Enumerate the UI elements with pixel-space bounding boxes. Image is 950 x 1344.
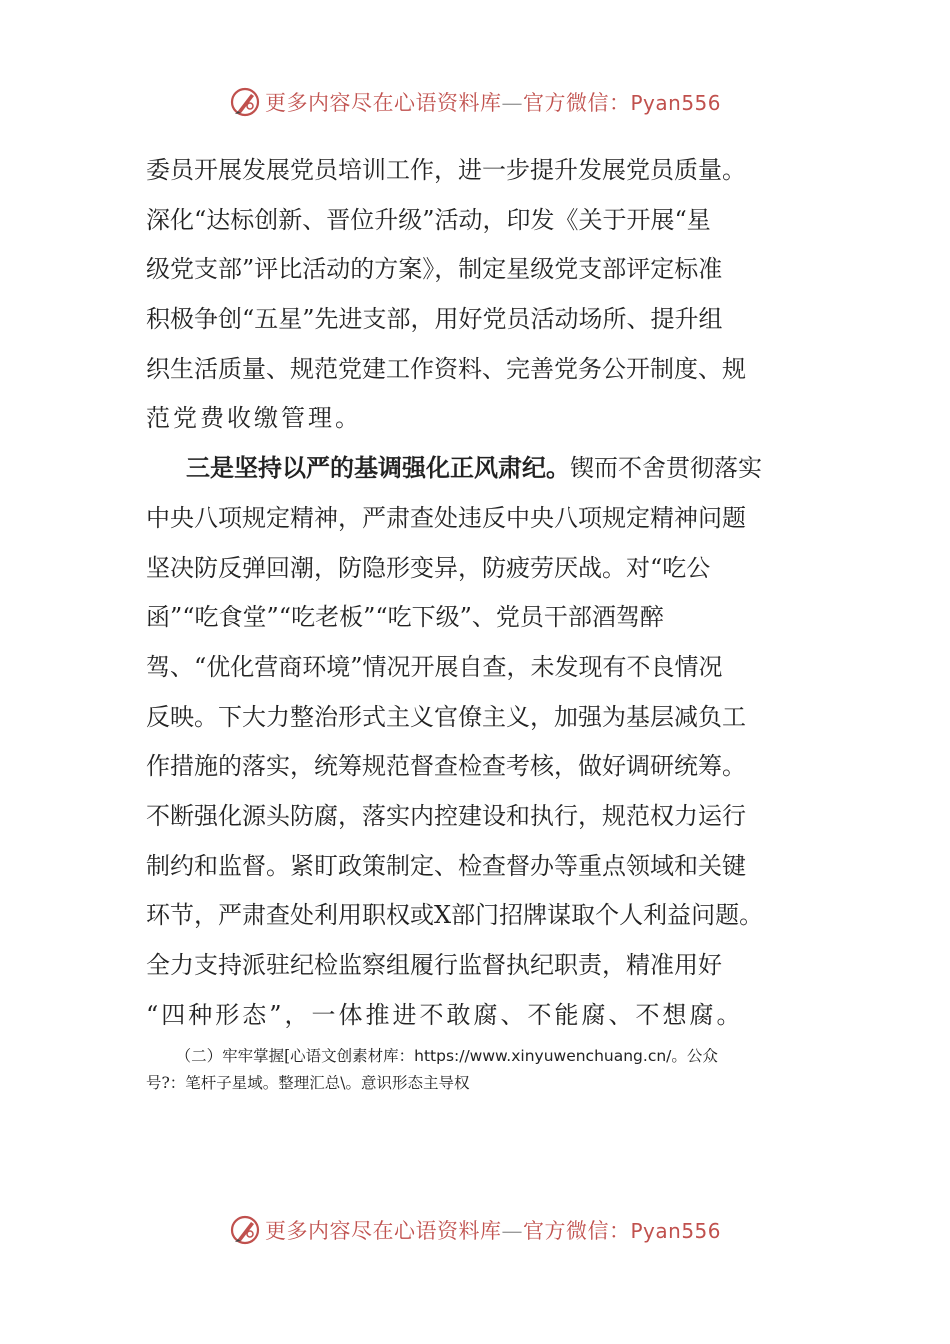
text-line: 作措施的落实，统筹规范督查检查考核，做好调研统筹。 <box>146 752 746 781</box>
paragraph-heading: 三是坚持以严的基调强化正风肃纪。 <box>186 454 570 483</box>
text-line: 深化“达标创新、晋位升级”活动，印发《关于开展“星 <box>146 205 711 234</box>
banner-title: 更多内容尽在心语资料库—官方微信：Pyan556 <box>264 91 721 115</box>
text-line: 全力支持派驻纪检监察组履行监督执纪职责，精准用好 <box>146 951 722 979</box>
text-line: 函”“吃食堂”“吃老板”“吃下级”、党员干部酒驾醉 <box>146 603 664 632</box>
text-line: 反映。下大力整治形式主义官僚主义，加强为基层减负工 <box>146 702 746 731</box>
document-body <box>146 146 806 1040</box>
pen-logo-icon <box>229 86 261 118</box>
text-line: 中央八项规定精神，严肃查处违反中央八项规定精神问题 <box>146 503 746 532</box>
text-line: 级党支部”评比活动的方案》，制定星级党支部评定标准 <box>146 255 723 284</box>
pen-logo-icon <box>229 1214 261 1246</box>
source-link[interactable]: https://www.xinyuwenchuang.cn/ <box>414 1047 672 1065</box>
header-banner <box>0 82 950 122</box>
text-line: 驾、“优化营商环境”情况开展自查，未发现有不良情况 <box>146 652 723 681</box>
text-line: 不断强化源头防腐，落实内控建设和执行，规范权力运行 <box>146 801 746 830</box>
text-line: 委员开展发展党员培训工作，进一步提升发展党员质量。 <box>146 156 746 184</box>
banner-title: 更多内容尽在心语资料库—官方微信：Pyan556 <box>264 1219 721 1243</box>
note-line-2: 号?：笔杆子星域。整理汇总\。意识形态主导权 <box>146 1074 470 1092</box>
section-note <box>146 1043 846 1097</box>
text-line: 积极争创“五星”先进支部，用好党员活动场所、提升组 <box>146 305 723 334</box>
text-line: “四种形态”，一体推进不敢腐、不能腐、不想腐。 <box>146 1000 744 1029</box>
text-line: 环节，严肃查处利用职权或X部门招牌谋取个人利益问题。 <box>146 901 764 930</box>
text-line: 织生活质量、规范党建工作资料、完善党务公开制度、规 <box>146 354 746 383</box>
text-line: 坚决防反弹回潮，防隐形变异，防疲劳厌战。对“吃公 <box>146 553 711 582</box>
text-line: 范党费收缴管理。 <box>146 404 362 433</box>
paragraph-heading-line: 三是坚持以严的基调强化正风肃纪。锲而不舍贯彻落实 <box>186 454 762 483</box>
text-line: 制约和监督。紧盯政策制定、检查督办等重点领域和关键 <box>146 851 746 880</box>
note-line-1: （二）牢牢掌握[心语文创素材库：https://www.xinyuwenchuang.cn/。公众 <box>175 1047 718 1065</box>
footer-banner <box>0 1210 950 1250</box>
